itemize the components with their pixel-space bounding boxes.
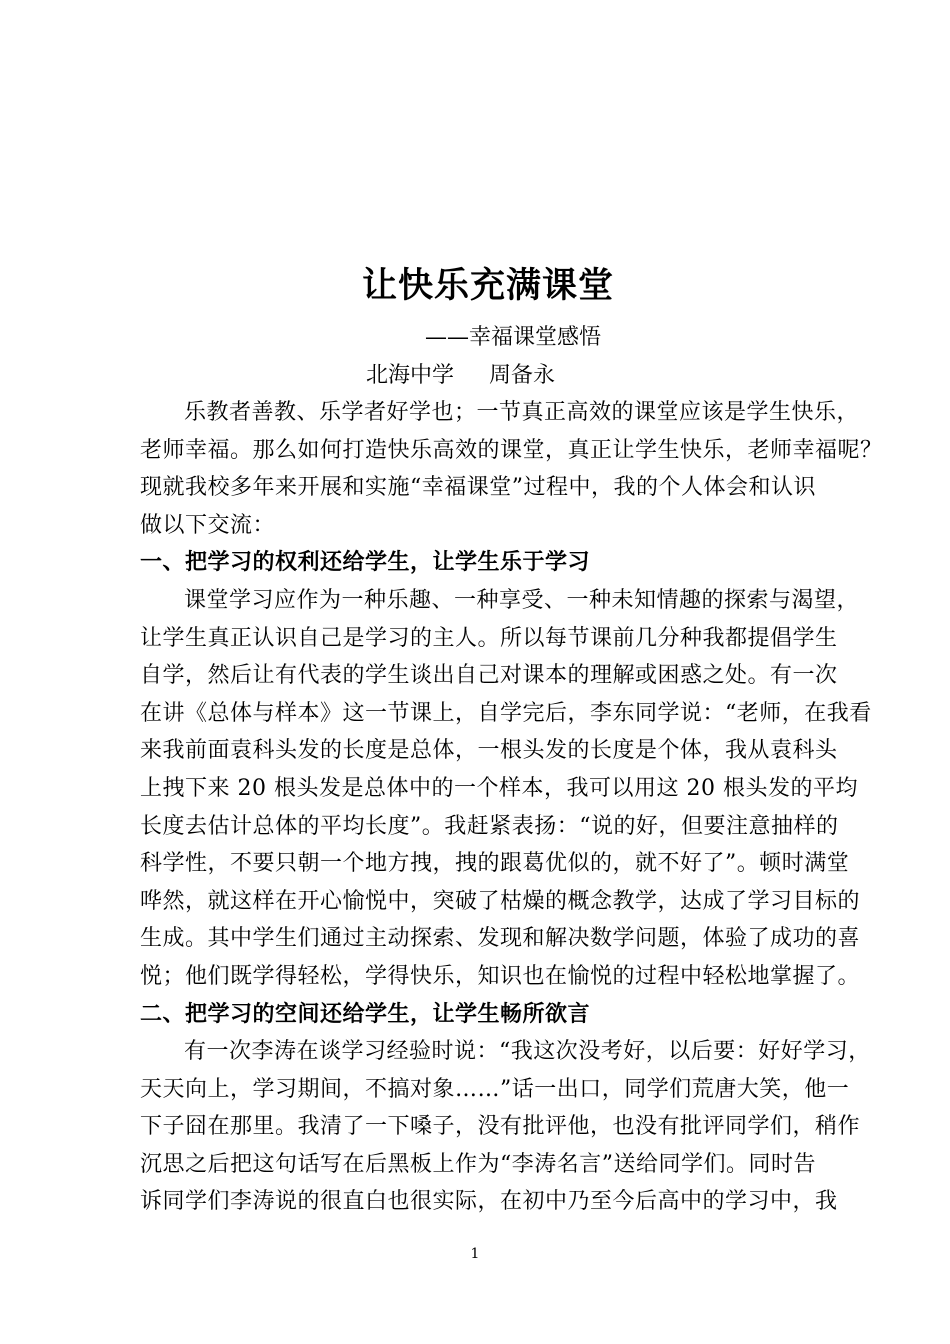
body-text-line: 有一次李涛在谈学习经验时说：“我这次没考好，以后要：好好学习，: [184, 1039, 871, 1065]
body-text-line: 做以下交流：: [140, 512, 276, 538]
page-number: 1: [470, 1246, 480, 1262]
body-text-line: 天天向上，学习期间，不搞对象……”话一出口，同学们荒唐大笑，他一: [140, 1076, 850, 1102]
document-subtitle: ——幸福课堂感悟: [425, 325, 602, 350]
body-text-line: 来我前面袁科头发的长度是总体，一根头发的长度是个体，我从袁科头: [140, 738, 838, 764]
body-text-line: 现就我校多年来开展和实施“幸福课堂”过程中，我的个人体会和认识: [140, 475, 816, 501]
section-heading: 一、把学习的权利还给学生，让学生乐于学习: [140, 549, 591, 576]
section-heading: 二、把学习的空间还给学生，让学生畅所欲言: [140, 1000, 591, 1027]
author-line: 北海中学 周备永: [366, 363, 555, 388]
body-text-line: 让学生真正认识自己是学习的主人。所以每节课前几分种我都提倡学生: [140, 625, 838, 651]
body-text-line: 课堂学习应作为一种乐趣、一种享受、一种未知情趣的探索与渴望，: [184, 587, 860, 613]
body-text-line: 生成。其中学生们通过主动探索、发现和解决数学问题，体验了成功的喜: [140, 926, 861, 952]
body-text-line: 哗然，就这样在开心愉悦中，突破了枯燥的概念教学，达成了学习目标的: [140, 888, 861, 914]
body-text-line: 诉同学们李涛说的很直白也很实际，在初中乃至今后高中的学习中，我: [140, 1189, 838, 1215]
body-text-line: 乐教者善教、乐学者好学也；一节真正高效的课堂应该是学生快乐，: [184, 400, 860, 425]
body-text-line: 沉思之后把这句话写在后黑板上作为“李涛名言”送给同学们。同时告: [140, 1151, 816, 1177]
body-text-line: 自学，然后让有代表的学生谈出自己对课本的理解或困惑之处。有一次: [140, 663, 838, 689]
body-text-line: 科学性，不要只朝一个地方拽，拽的跟葛优似的，就不好了”。顿时满堂: [140, 851, 850, 877]
body-text-line: 长度去估计总体的平均长度”。我赶紧表扬：“说的好，但要注意抽样的: [140, 813, 839, 839]
document-body: [140, 394, 883, 1221]
body-text-line: 悦；他们既学得轻松，学得快乐，知识也在愉悦的过程中轻松地掌握了。: [140, 963, 861, 989]
body-text-line: 上拽下来 20 根头发是总体中的一个样本，我可以用这 20 根头发的平均: [140, 775, 858, 801]
body-text-line: 下子囧在那里。我清了一下嗓子，没有批评他，也没有批评同学们，稍作: [140, 1114, 861, 1140]
document-title: 让快乐充满课堂: [361, 265, 614, 306]
body-text-line: 在讲《总体与样本》这一节课上，自学完后，李东同学说：“老师，在我看: [140, 700, 872, 726]
body-text-line: 老师幸福。那么如何打造快乐高效的课堂，真正让学生快乐，老师幸福呢？: [140, 437, 883, 463]
